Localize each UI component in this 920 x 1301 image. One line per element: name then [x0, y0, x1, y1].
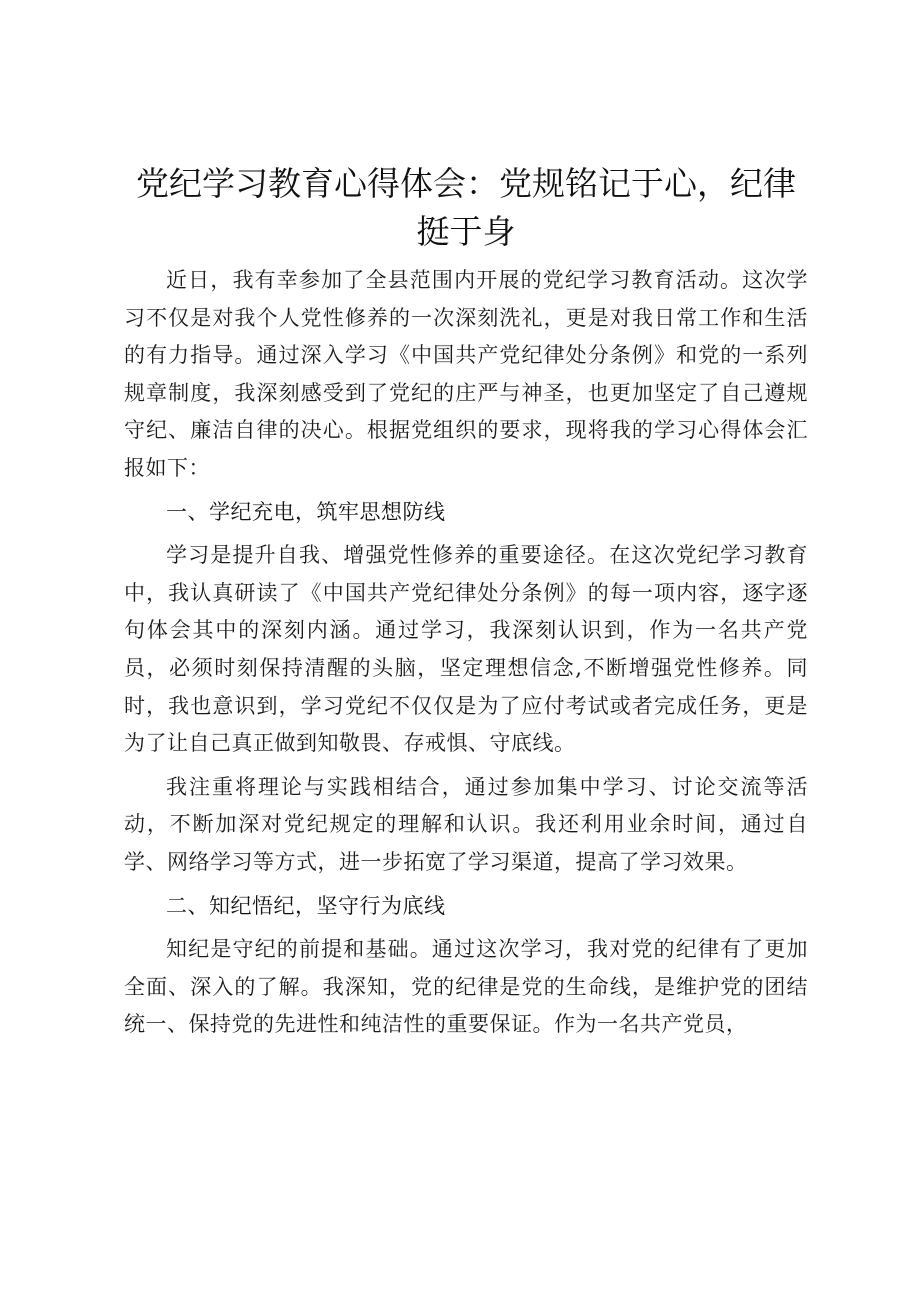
section-1-paragraph-1: 学习是提升自我、增强党性修养的重要途径。在这次党纪学习教育中，我认真研读了《中国共产党纪律处分条例》的每一项内容，逐字逐句体会其中的深刻内涵。通过学习，我深刻认识到，作为一名共产党员，必须时刻保持清醒的头脑，坚定理想信念,不断增强党性修养。同时，我也意识到，学习党纪不仅仅是为了应付考试或者完成任务，更是为了让自己真正做到知敬畏、存戒惧、守底线。 [124, 543, 808, 756]
section-1-paragraph-2: 我注重将理论与实践相结合，通过参加集中学习、讨论交流等活动，不断加深对党纪规定的理解和认识。我还利用业余时间，通过自学、网络学习等方式，进一步拓宽了学习渠道，提高了学习效果。 [124, 774, 808, 874]
section-2-heading: 二、知纪悟纪，坚守行为底线 [166, 893, 446, 918]
document-title: 党纪学习教育心得体会：党规铭记于心，纪律挺于身 [136, 164, 796, 251]
intro-paragraph: 近日，我有幸参加了全县范围内开展的党纪学习教育活动。这次学习不仅是对我个人党性修养的一次深刻洗礼，更是对我日常工作和生活的有力指导。通过深入学习《中国共产党纪律处分条例》和党的一系列规章制度，我深刻感受到了党纪的庄严与神圣，也更加坚定了自己遵规守纪、廉洁自律的决心。根据党组织的要求，现将我的学习心得体会汇报如下： [124, 268, 808, 480]
section-2-paragraph-1: 知纪是守纪的前提和基础。通过这次学习，我对党的纪律有了更加全面、深入的了解。我深知，党的纪律是党的生命线，是维护党的团结统一、保持党的先进性和纯洁性的重要保证。作为一名共产党员， [124, 937, 808, 1037]
section-1-heading: 一、学纪充电，筑牢思想防线 [166, 499, 446, 524]
document-page [124, 160, 808, 1044]
